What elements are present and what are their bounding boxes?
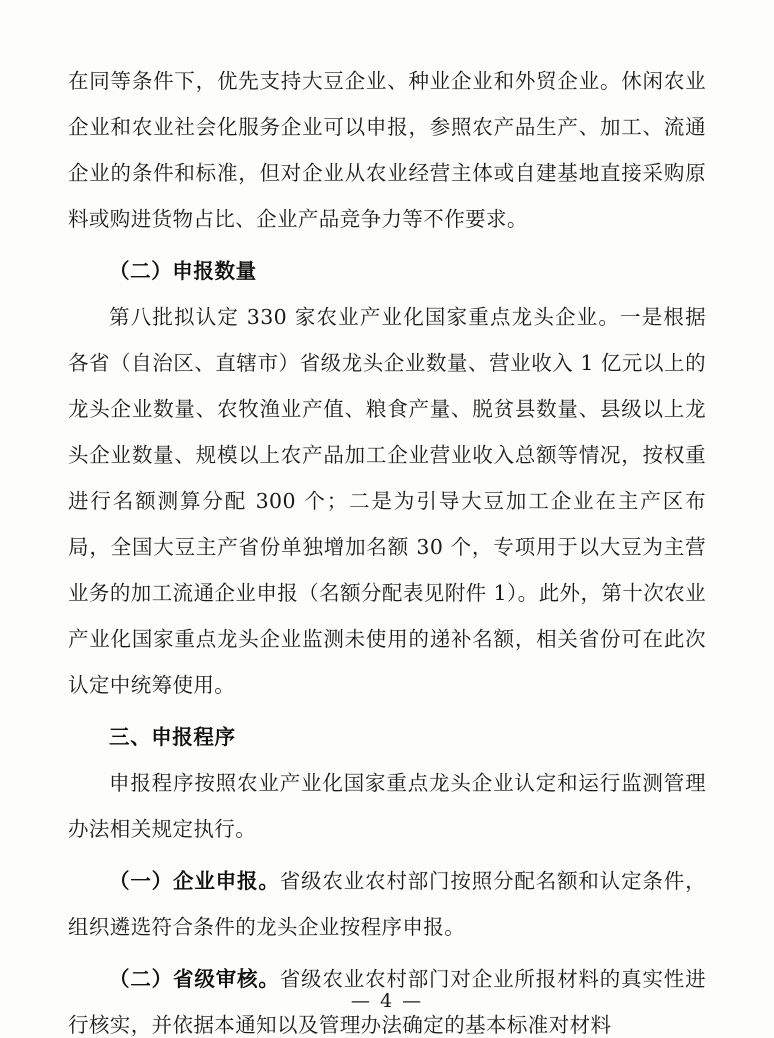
text-provincial-review: 省级农业农村部门对企业所报材料的真实性进行核实，并依据本通知以及管理办法确定的基本标准对材料 xyxy=(68,967,707,1037)
text-enterprise-application: 省级农业农村部门按照分配名额和认定条件，组织遴选符合条件的龙头企业按程序申报。 xyxy=(68,869,707,939)
paragraph-procedure-intro: 申报程序按照农业产业化国家重点龙头企业认定和运行监测管理办法相关规定执行。 xyxy=(68,771,706,841)
label-provincial-review: （二）省级审核。 xyxy=(109,967,280,991)
paragraph-conditions: 在同等条件下，优先支持大豆企业、种业企业和外贸企业。休闲农业企业和农业社会化服务企业可以申报，参照农产品生产、加工、流通企业的条件和标准，但对企业从农业经营主体或自建基地直接采购原料或购进货物占比、企业产品竞争力等不作要求。 xyxy=(68,69,706,231)
document-body xyxy=(68,58,706,1038)
heading-application-quantity: （二）申报数量 xyxy=(109,259,257,283)
paragraph-quantity-detail: 第八批拟认定 330 家农业产业化国家重点龙头企业。一是根据各省（自治区、直辖市）省级龙头企业数量、营业收入 1 亿元以上的龙头企业数量、农牧渔业产值、粮食产量、脱贫县数量、县级以上龙头企业数量、规模以上农产品加工企业营业收入总额等情况，按权重进行名额测算分配 300 个；二是为引导大豆加工企业在主产区布局，全国大豆主产省份单独增加名额 30 个，专项用于以大豆为主营业务的加工流通企业申报（名额分配表见附件 1）。此外，第十次农业产业化国家重点龙头企业监测未使用的递补名额，相关省份可在此次认定中统筹使用。 xyxy=(68,305,706,697)
label-enterprise-application: （一）企业申报。 xyxy=(109,869,280,893)
page-number: — 4 — xyxy=(350,990,424,1012)
heading-application-procedure: 三、申报程序 xyxy=(109,725,236,749)
paragraph-enterprise-application xyxy=(68,858,706,950)
